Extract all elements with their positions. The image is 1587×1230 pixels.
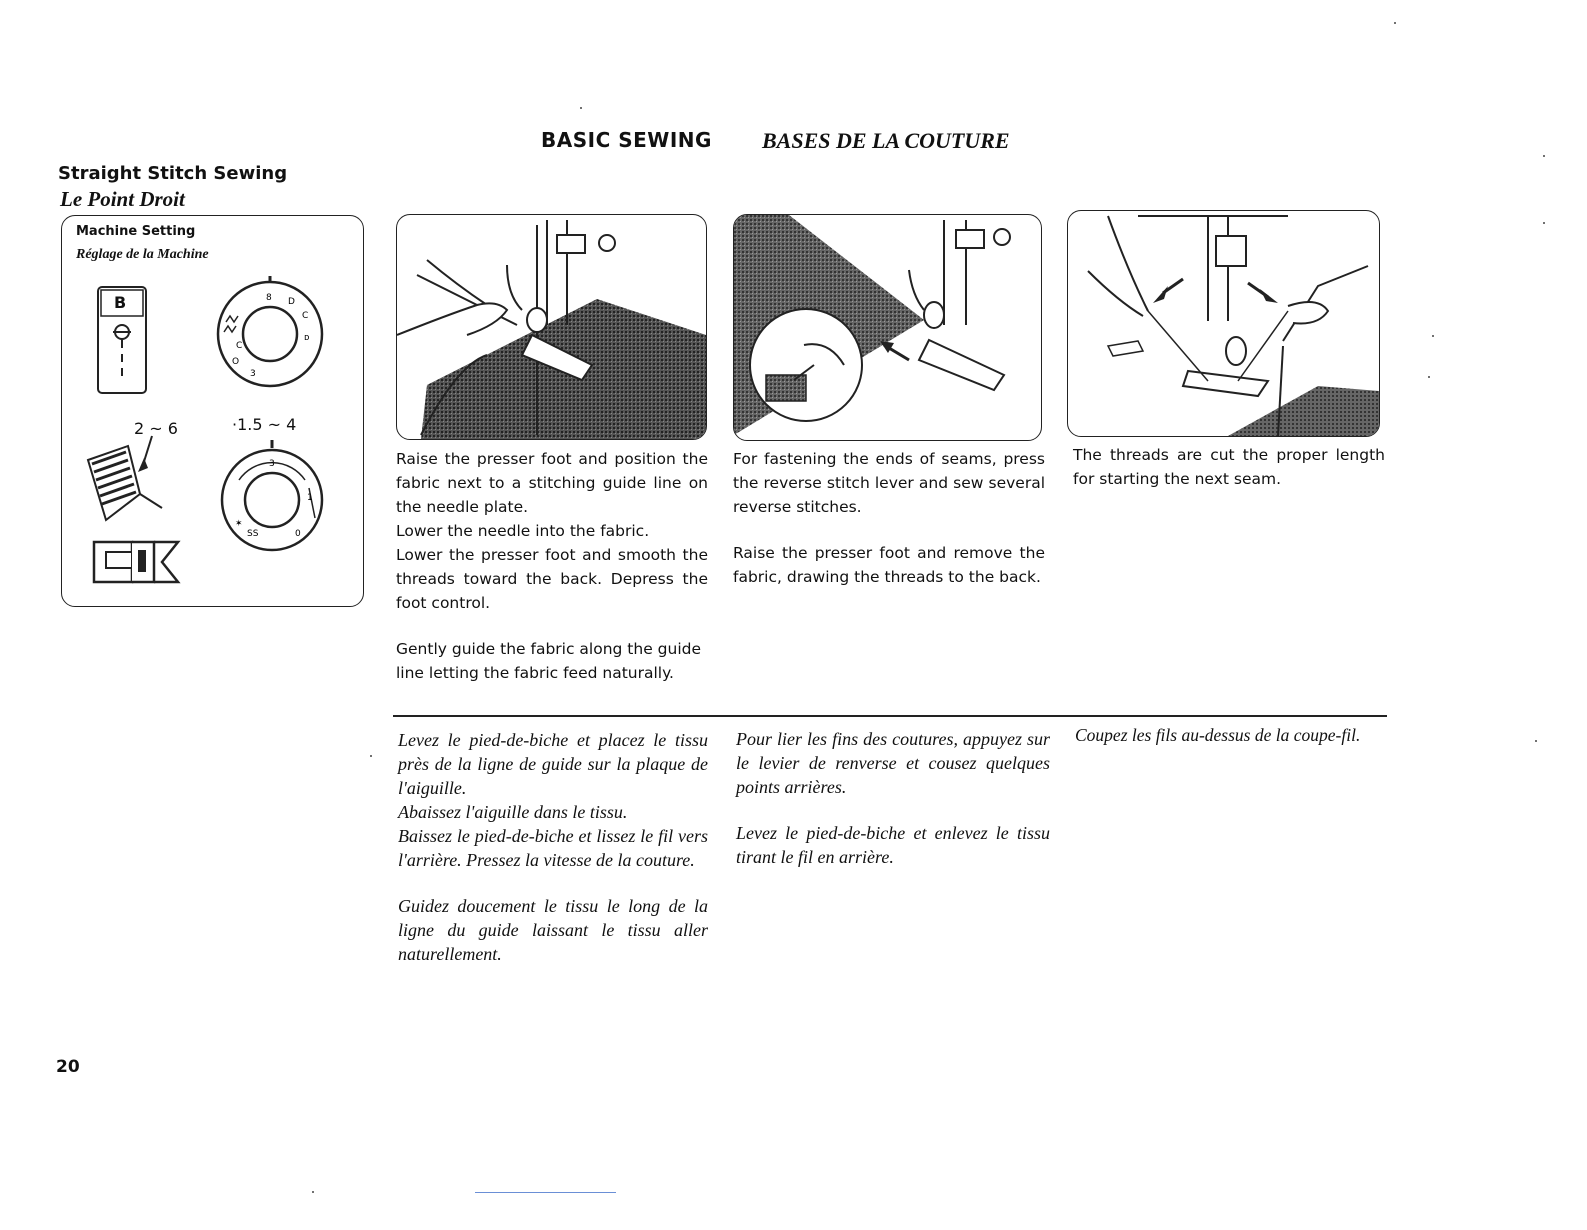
step-2-fr-para-2: Levez le pied-de-biche et enlevez le tissu tirant le fil en arrière. bbox=[736, 823, 1050, 867]
step-3-text-fr bbox=[1075, 723, 1395, 747]
header-title-en: BASIC SEWING bbox=[541, 128, 712, 152]
step-3-text-en bbox=[1073, 443, 1385, 491]
svg-text:D: D bbox=[288, 297, 295, 307]
svg-text:3: 3 bbox=[269, 459, 275, 469]
scan-speck bbox=[370, 755, 372, 757]
step-2-en-para-1: For fastening the ends of seams, press the reverse stitch lever and sew several reverse stitches. bbox=[733, 450, 1045, 516]
step-3-fr-para-1: Coupez les fils au-dessus de la coupe-fil. bbox=[1075, 725, 1361, 745]
sewing-step-3-illustration bbox=[1067, 210, 1380, 437]
machine-setting-label-en: Machine Setting bbox=[76, 224, 196, 239]
header-title-fr: BASES DE LA COUTURE bbox=[762, 128, 1010, 153]
section-title-en: Straight Stitch Sewing bbox=[58, 163, 288, 184]
step-1-en-para-4: Gently guide the fabric along the guide line letting the fabric feed naturally. bbox=[396, 640, 701, 682]
svg-text:O: O bbox=[232, 357, 240, 367]
step-3-en-para-1: The threads are cut the proper length for starting the next seam. bbox=[1073, 446, 1385, 488]
step-1-fr-para-2: Abaissez l'aiguille dans le tissu. bbox=[398, 802, 628, 822]
scan-speck bbox=[1428, 376, 1430, 378]
machine-setting-box bbox=[61, 215, 364, 607]
step-2-fr-para-1: Pour lier les fins des coutures, appuyez sur le levier de renverse et cousez quelques points arrières. bbox=[736, 729, 1050, 797]
sewing-step-1-illustration bbox=[396, 214, 707, 440]
scan-artifact-line bbox=[475, 1192, 616, 1193]
svg-text:C: C bbox=[236, 341, 243, 351]
svg-text:3: 3 bbox=[250, 369, 256, 379]
step-1-fr-para-3: Baissez le pied-de-biche et lissez le fil vers l'arrière. Pressez la vitesse de la couture. bbox=[398, 826, 708, 870]
step-1-fr-para-1: Levez le pied-de-biche et placez le tissu près de la ligne de guide sur la plaque de l'aiguille. bbox=[398, 730, 708, 798]
svg-text:8: 8 bbox=[266, 293, 272, 303]
scan-speck bbox=[1432, 335, 1434, 337]
length-dial-icon bbox=[217, 438, 329, 553]
scan-speck bbox=[312, 1191, 314, 1193]
scan-speck bbox=[1543, 155, 1545, 157]
scan-speck bbox=[1543, 222, 1545, 224]
step-1-text-en bbox=[396, 447, 708, 685]
machine-setting-label-fr: Réglage de la Machine bbox=[76, 247, 209, 262]
step-2-text-en bbox=[733, 447, 1045, 589]
step-1-en-para-2: Lower the needle into the fabric. bbox=[396, 522, 650, 540]
scan-speck bbox=[1535, 740, 1537, 742]
svg-text:✶: ✶ bbox=[235, 519, 243, 529]
stitch-length-value: ·1.5 ~ 4 bbox=[232, 415, 297, 434]
pattern-letter: B bbox=[114, 293, 127, 312]
scan-speck bbox=[1394, 22, 1396, 24]
presser-foot-icon bbox=[92, 538, 182, 586]
step-2-text-fr bbox=[736, 727, 1050, 869]
step-1-en-para-3: Lower the presser foot and smooth the threads toward the back. Depress the foot control. bbox=[396, 546, 708, 612]
section-title-fr: Le Point Droit bbox=[60, 187, 185, 211]
step-1-fr-para-4: Guidez doucement le tissu le long de la ligne du guide laissant le tissu aller naturellement. bbox=[398, 896, 708, 964]
svg-text:ᴅ: ᴅ bbox=[304, 333, 310, 343]
stitch-width-value: 2 ~ 6 bbox=[134, 419, 178, 438]
step-1-en-para-1: Raise the presser foot and position the fabric next to a stitching guide line on the needle plate. bbox=[396, 450, 708, 516]
width-dial-icon bbox=[212, 274, 327, 389]
svg-text:C: C bbox=[302, 311, 309, 321]
language-divider bbox=[393, 715, 1387, 717]
step-1-text-fr bbox=[398, 728, 708, 966]
step-2-en-para-2: Raise the presser foot and remove the fabric, drawing the threads to the back. bbox=[733, 544, 1045, 586]
reverse-lever-icon bbox=[82, 428, 172, 528]
svg-text:SS: SS bbox=[247, 529, 259, 539]
page-number: 20 bbox=[56, 1057, 80, 1077]
scan-speck bbox=[580, 107, 582, 109]
svg-text:1: 1 bbox=[307, 493, 313, 503]
sewing-step-2-illustration bbox=[733, 214, 1042, 441]
svg-text:0: 0 bbox=[295, 529, 301, 539]
